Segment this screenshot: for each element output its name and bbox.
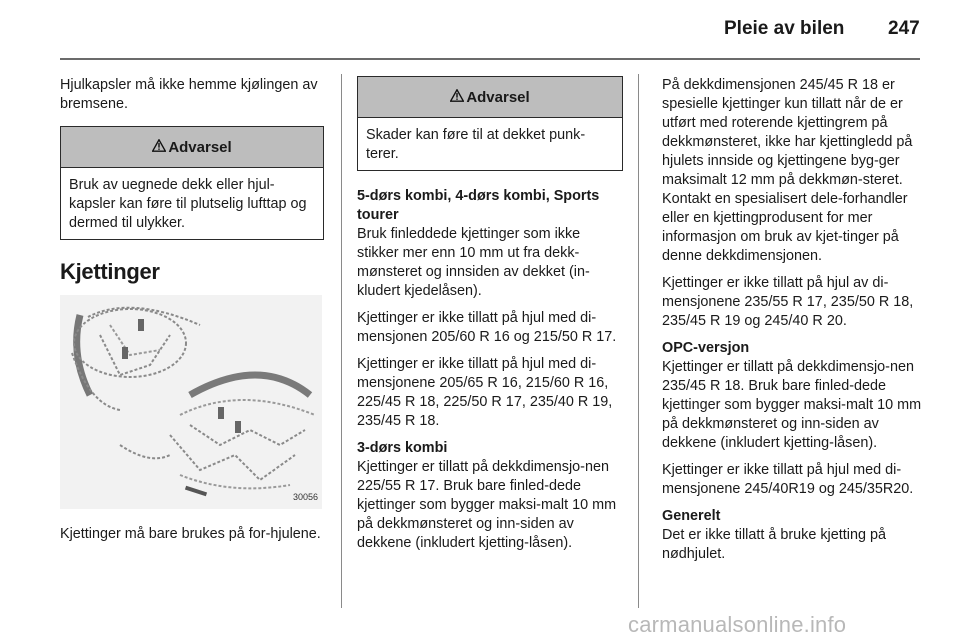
snow-chains-drawing bbox=[60, 295, 322, 509]
closing-paragraph: Kjettinger må bare brukes på for-hjulene. bbox=[60, 526, 321, 542]
section-heading: Kjettinger bbox=[60, 259, 160, 284]
column-2 bbox=[357, 76, 623, 561]
header-divider bbox=[60, 58, 920, 60]
subheading: 5-dørs kombi, 4-dørs kombi, Sports tourer bbox=[357, 188, 600, 223]
warning-title: Advarsel bbox=[168, 138, 232, 156]
warning-triangle-icon bbox=[152, 138, 166, 157]
paragraph: Kjettinger er ikke tillatt på hjul av di-mensjonene 235/55 R 17, 235/50 R 18, 235/45 R 19 og 245/40 R 20. bbox=[662, 275, 914, 329]
paragraph: Kjettinger er tillatt på dekkdimensjo-nen 225/55 R 17. Bruk bare finled-dede kjettinger som bygger maksi-malt 10 mm på dekkmønsteret og inn-siden av dekkene (inkludert kjetting-låsen). bbox=[357, 459, 617, 551]
warning-box bbox=[60, 126, 324, 240]
page-header bbox=[0, 0, 960, 60]
column-1 bbox=[60, 76, 324, 552]
paragraph: Kjettinger er ikke tillatt på hjul med di-mensjonen 205/60 R 16 og 215/50 R 17. bbox=[357, 310, 617, 345]
column-divider bbox=[638, 74, 639, 608]
figure-number: 30056 bbox=[292, 492, 318, 502]
warning-header bbox=[61, 127, 323, 168]
subheading: 3-dørs kombi bbox=[357, 440, 448, 456]
subheading: Generelt bbox=[662, 508, 721, 524]
snow-chains-illustration bbox=[60, 295, 322, 509]
warning-text: Bruk av uegnede dekk eller hjul-kapsler kan føre til plutselig lufttap og dermed til ulykker. bbox=[69, 177, 307, 231]
paragraph: Kjettinger er tillatt på dekkdimensjo-nen 235/45 R 18. Bruk bare finled-dede kjettinger som bygger maksi-malt 10 mm på dekkmønsteret og inn-siden av dekkene (inkludert kjetting-låsen). bbox=[662, 359, 922, 451]
page-number: 247 bbox=[888, 18, 920, 39]
watermark: carmanualsonline.info bbox=[628, 612, 847, 637]
subheading: OPC-versjon bbox=[662, 340, 750, 356]
warning-header bbox=[358, 77, 622, 118]
warning-title: Advarsel bbox=[466, 88, 530, 106]
column-divider bbox=[341, 74, 342, 608]
paragraph: Det er ikke tillatt å bruke kjetting på nødhjulet. bbox=[662, 527, 886, 562]
warning-triangle-icon bbox=[450, 88, 464, 107]
warning-box bbox=[357, 76, 623, 171]
paragraph: På dekkdimensjonen 245/45 R 18 er spesielle kjettinger kun tillatt når de er utført med roterende kjettingrem på dekkmønsteret, ikke har kjettingledd på hjulets innside og kjettingene byg-ger maksimalt 12 mm på dekkmøn-steret. Kontakt en spesialisert dele-forhandler eller en kjettingprodusent for mer informasjon om bruk av kjet-tinger på denne dekkdimensjonen. bbox=[662, 77, 913, 264]
section-title: Pleie av bilen bbox=[724, 18, 845, 39]
paragraph: Bruk finleddede kjettinger som ikke stikker mer enn 10 mm ut fra dekk-mønsteret og innsiden av dekket (in-kludert kjedelåsen). bbox=[357, 226, 590, 299]
column-3 bbox=[662, 76, 926, 572]
paragraph: Kjettinger er ikke tillatt på hjul med di-mensjonene 205/65 R 16, 215/60 R 16, 225/45 R 18, 225/50 R 17, 235/40 R 19, 235/45 R 18. bbox=[357, 356, 613, 429]
paragraph: Kjettinger er ikke tillatt på hjul med di-mensjonene 245/40R19 og 245/35R20. bbox=[662, 462, 914, 497]
intro-paragraph: Hjulkapsler må ikke hemme kjølingen av bremsene. bbox=[60, 77, 318, 112]
warning-text: Skader kan føre til at dekket punk-terer. bbox=[366, 127, 586, 162]
